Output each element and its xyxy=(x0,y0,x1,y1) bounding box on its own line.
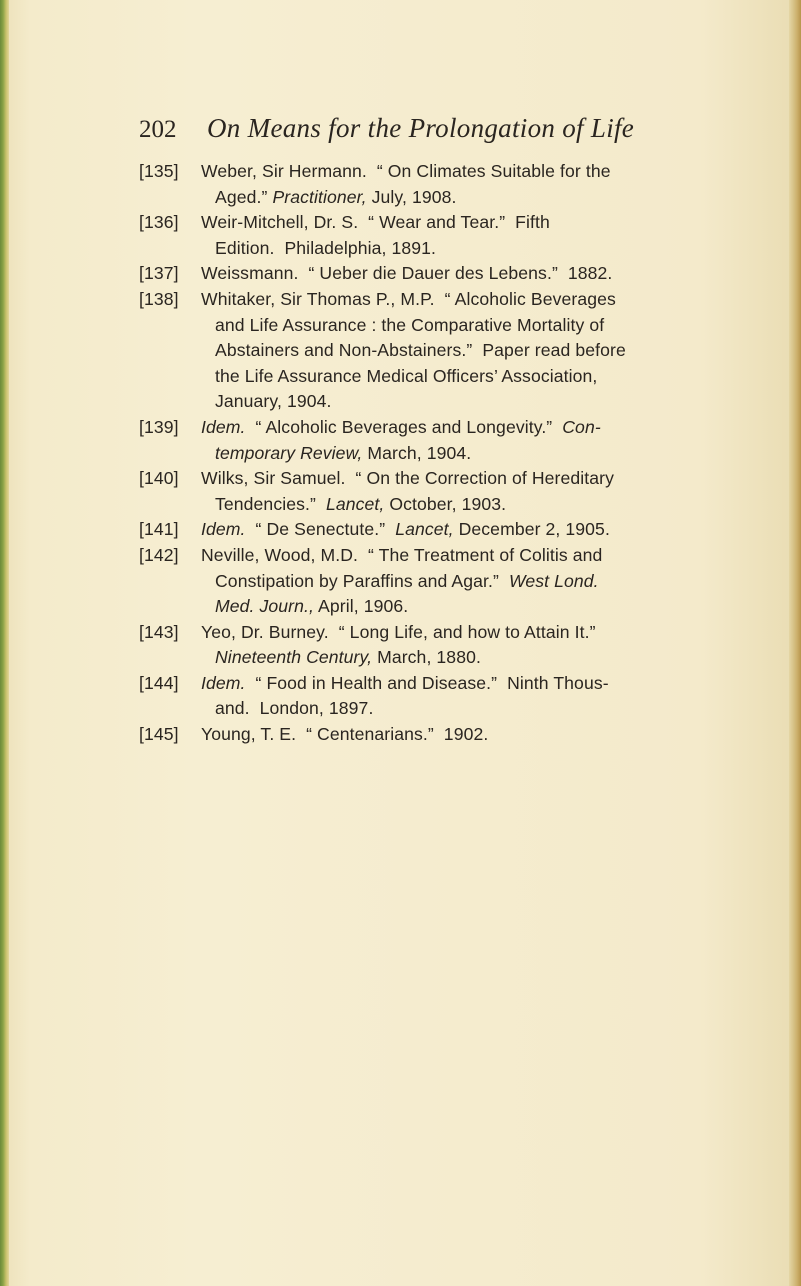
reference-text xyxy=(201,466,709,517)
reference-line xyxy=(201,236,709,262)
reference-line xyxy=(201,313,709,339)
reference-entry xyxy=(139,210,709,261)
reference-number: [137] xyxy=(139,263,179,284)
reference-entry xyxy=(139,287,709,415)
text-segment: Wilks, Sir Samuel. “ On the Correction of Hereditary xyxy=(201,468,615,489)
reference-line xyxy=(201,671,709,697)
reference-line xyxy=(201,338,709,364)
reference-entry xyxy=(139,620,709,671)
reference-line xyxy=(201,389,709,415)
text-segment: Weber, Sir Hermann. “ On Climates Suitable for the xyxy=(201,161,611,181)
reference-entry xyxy=(139,722,709,748)
text-segment: Aged.” xyxy=(215,186,273,207)
italic-title-segment: temporary Review, xyxy=(215,442,363,463)
italic-title-segment: Idem. xyxy=(201,519,246,540)
reference-line xyxy=(201,543,709,569)
text-segment: March, 1880. xyxy=(372,647,481,668)
reference-line xyxy=(201,722,709,748)
text-segment: April, 1906. xyxy=(314,596,409,617)
text-segment: “ De Senectute.” xyxy=(245,519,396,540)
reference-number: [139] xyxy=(139,416,179,437)
reference-entry xyxy=(139,159,709,210)
reference-number: [138] xyxy=(139,288,179,309)
page-number: 202 xyxy=(139,116,177,143)
reference-text xyxy=(201,415,709,466)
text-segment: October, 1903. xyxy=(384,493,507,514)
reference-text xyxy=(201,671,709,722)
reference-entry xyxy=(139,671,709,722)
reference-number: [144] xyxy=(139,672,179,693)
reference-text xyxy=(201,159,709,210)
reference-number: [143] xyxy=(139,621,179,642)
text-segment: December 2, 1905. xyxy=(453,519,610,540)
text-segment: Constipation by Paraffins and Agar.” xyxy=(215,570,509,591)
italic-title-segment: Con- xyxy=(562,416,601,437)
reference-number: [140] xyxy=(139,468,179,489)
reference-number: [141] xyxy=(139,519,179,540)
reference-line xyxy=(201,159,709,185)
text-segment: Weir-Mitchell, Dr. S. “ Wear and Tear.” Fifth xyxy=(201,212,550,233)
reference-line xyxy=(201,261,709,287)
text-segment: Abstainers and Non-Abstainers.” Paper read before xyxy=(215,340,626,361)
reference-line xyxy=(201,696,709,722)
reference-text xyxy=(201,543,709,620)
reference-line xyxy=(201,185,709,211)
reference-line xyxy=(201,441,709,467)
reference-line xyxy=(201,210,709,236)
text-segment: Yeo, Dr. Burney. “ Long Life, and how to Attain It.” xyxy=(201,621,596,642)
text-segment: Tendencies.” xyxy=(215,493,326,514)
reference-line xyxy=(201,415,709,441)
italic-title-segment: West Lond. xyxy=(508,570,599,591)
italic-title-segment: Idem. xyxy=(201,416,246,437)
reference-text xyxy=(201,722,709,748)
text-segment: “ Food in Health and Disease.” Ninth Thous- xyxy=(245,672,609,693)
text-segment: July, 1908. xyxy=(366,186,457,207)
reference-entry xyxy=(139,466,709,517)
reference-line xyxy=(201,364,709,390)
italic-title-segment: Practitioner, xyxy=(272,186,367,207)
running-title: On Means for the Prolongation of Life xyxy=(207,113,635,143)
reference-line xyxy=(201,645,709,671)
text-segment: and. London, 1897. xyxy=(215,698,374,719)
text-segment: “ Alcoholic Beverages and Longevity.” xyxy=(245,416,563,437)
reference-line xyxy=(201,466,709,492)
text-segment: Young, T. E. “ Centenarians.” 1902. xyxy=(201,724,489,745)
text-segment: January, 1904. xyxy=(215,391,332,412)
text-segment: the Life Assurance Medical Officers’ Association, xyxy=(215,365,598,386)
reference-number: [136] xyxy=(139,212,179,233)
reference-text xyxy=(201,517,709,543)
italic-title-segment: Idem. xyxy=(201,672,246,693)
reference-entry xyxy=(139,543,709,620)
italic-title-segment: Med. Journ., xyxy=(215,596,314,617)
italic-title-segment: Nineteenth Century, xyxy=(215,647,373,668)
text-segment: Edition. Philadelphia, 1891. xyxy=(215,237,437,258)
italic-title-segment: Lancet, xyxy=(325,493,385,514)
running-header xyxy=(139,113,699,149)
page-binding-edge-left xyxy=(0,0,9,1286)
reference-line xyxy=(201,594,709,620)
reference-line xyxy=(201,492,709,518)
reference-entry xyxy=(139,415,709,466)
reference-number: [145] xyxy=(139,724,179,745)
text-segment: March, 1904. xyxy=(362,442,472,463)
text-segment: and Life Assurance : the Comparative Mortality of xyxy=(215,314,605,335)
reference-number: [142] xyxy=(139,544,179,565)
reference-text xyxy=(201,620,709,671)
reference-entry xyxy=(139,517,709,543)
reference-text xyxy=(201,287,709,415)
reference-line xyxy=(201,517,709,543)
page-binding-edge-right xyxy=(789,0,801,1286)
text-segment: Whitaker, Sir Thomas P., M.P. “ Alcoholic Beverages xyxy=(201,288,616,309)
reference-line xyxy=(201,569,709,595)
reference-entry xyxy=(139,261,709,287)
text-segment: Neville, Wood, M.D. “ The Treatment of Colitis and xyxy=(201,544,603,565)
reference-list xyxy=(139,159,709,748)
reference-line xyxy=(201,620,709,646)
reference-text xyxy=(201,261,709,287)
reference-line xyxy=(201,287,709,313)
text-segment: Weissmann. “ Ueber die Dauer des Lebens.” 1882. xyxy=(201,263,613,284)
italic-title-segment: Lancet, xyxy=(395,519,454,540)
reference-number: [135] xyxy=(139,161,179,181)
reference-text xyxy=(201,210,709,261)
